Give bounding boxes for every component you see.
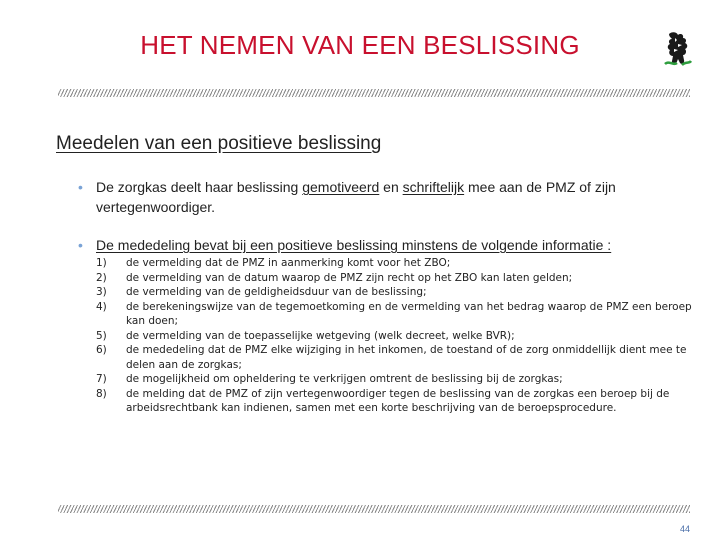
slide-title: HET NEMEN VAN EEN BESLISSING <box>140 30 580 60</box>
underlined-gemotiveerd: gemotiveerd <box>302 179 380 195</box>
list-item: 4) de berekeningswijze van de tegemoetkoming en de vermelding van het bedrag waarop de PMZ een beroep kan doen; <box>96 300 692 327</box>
lion-icon <box>663 30 693 68</box>
bullet-motivated-written: • De zorgkas deelt haar beslissing gemotiveerd en schriftelijk mee aan de PMZ of zijn vertegenwoordiger. <box>96 177 686 217</box>
list-item: 2) de vermelding van de datum waarop de PMZ zijn recht op het ZBO kan laten gelden; <box>96 271 573 284</box>
slide-subtitle: Meedelen van een positieve beslissing <box>56 133 382 154</box>
list-item: 1) de vermelding dat de PMZ in aanmerking komt voor het ZBO; <box>96 257 451 269</box>
information-list <box>96 256 696 416</box>
top-hatch-divider <box>58 89 690 97</box>
list-item: 3) de vermelding van de geldigheidsduur van de beslissing; <box>96 286 427 298</box>
list-item: 8) de melding dat de PMZ of zijn vertegenwoordiger tegen de beslissing van de zorgkas een beroep bij de arbeidsrechtbank kan indienen, samen met een korte beschrijving van de beroepsprocedure. <box>96 387 670 414</box>
list-item: 5) de vermelding van de toepasselijke wetgeving (welk decreet, welke BVR); <box>96 329 515 342</box>
bullet-minimum-information <box>96 235 686 255</box>
page-number: 44 <box>679 524 690 534</box>
bullet-minimum-information-text: De mededeling bevat bij een positieve beslissing minstens de volgende informatie : <box>96 237 612 253</box>
underlined-schriftelijk: schriftelijk <box>402 179 465 195</box>
list-item: 6) de mededeling dat de PMZ elke wijziging in het inkomen, de toestand of de zorg onmiddellijk dient mee te delen aan de zorgkas; <box>96 344 687 371</box>
bottom-hatch-divider <box>58 505 690 513</box>
list-item: 7) de mogelijkheid om opheldering te verkrijgen omtrent de beslissing bij de zorgkas; <box>96 373 563 385</box>
